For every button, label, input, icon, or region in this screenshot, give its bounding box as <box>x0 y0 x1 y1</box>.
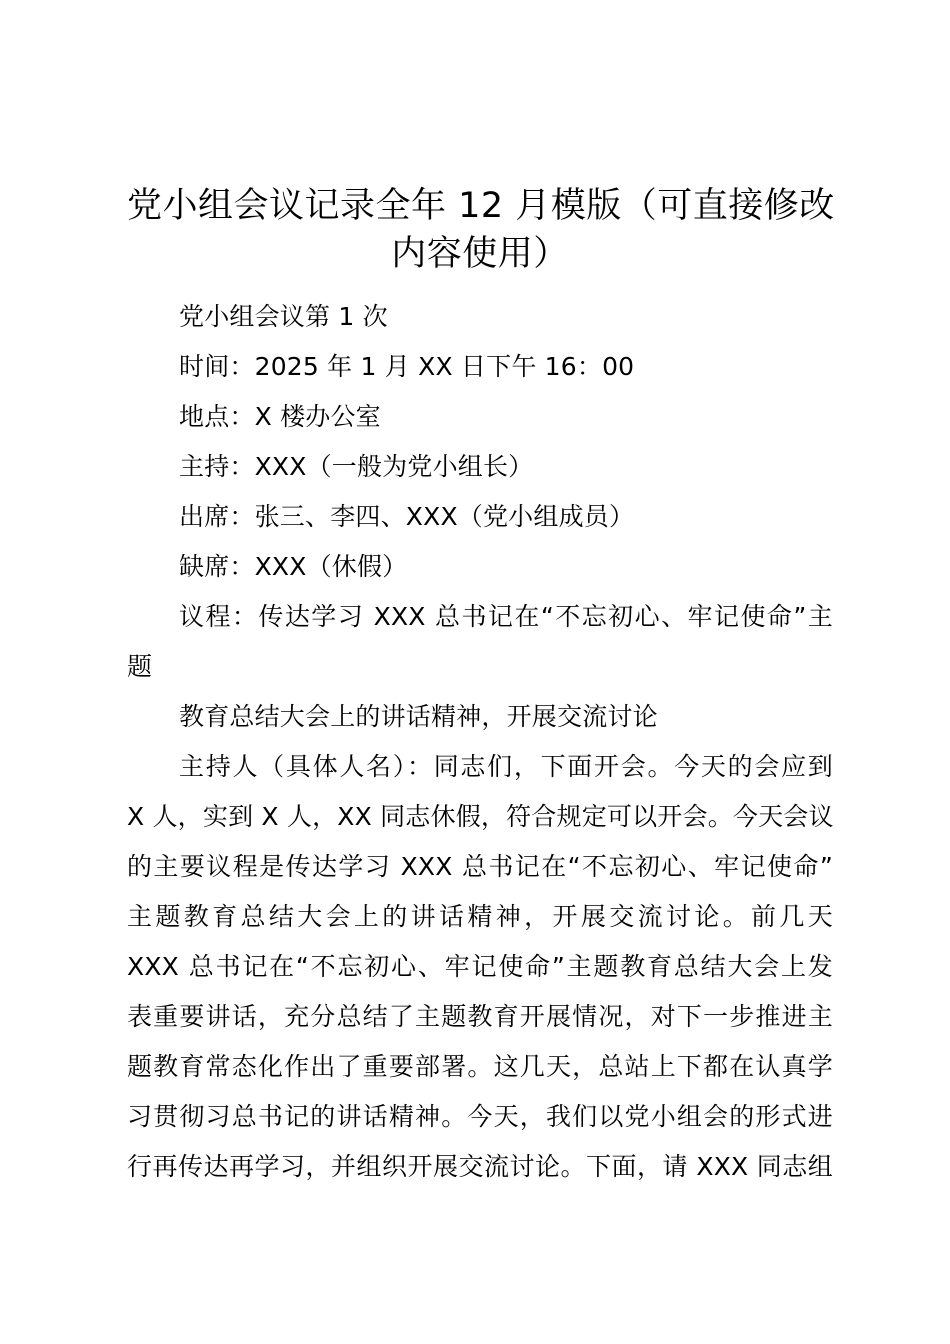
body-line: 题教育常态化作出了重要部署。这几天，总站上下都在认真学 <box>127 1052 833 1081</box>
body-line: 主持人（具体人名）：同志们，下面开会。今天的会应到 <box>179 752 833 781</box>
meeting-absent: 缺席：XXX（休假） <box>179 552 408 581</box>
body-line: 主题教育总结大会上的讲话精神，开展交流讨论。前几天 <box>127 902 833 931</box>
meeting-location: 地点：X 楼办公室 <box>179 402 381 431</box>
title-line-1: 党小组会议记录全年 12 月模版（可直接修改 <box>127 186 835 226</box>
body-line: X 人，实到 X 人，XX 同志休假，符合规定可以开会。今天会议 <box>127 802 834 831</box>
agenda-line-2: 题 <box>127 652 153 681</box>
body-paragraph <box>127 742 833 1192</box>
meeting-attendees: 出席：张三、李四、XXX（党小组成员） <box>179 502 635 531</box>
agenda-line-1: 议程：传达学习 XXX 总书记在“不忘初心、牢记使命”主 <box>179 602 833 631</box>
body-line: 表重要讲话，充分总结了主题教育开展情况，对下一步推进主 <box>127 1002 833 1031</box>
meeting-header: 党小组会议第 1 次 <box>179 302 388 331</box>
body-line: 的主要议程是传达学习 XXX 总书记在“不忘初心、牢记使命” <box>127 852 833 881</box>
body-line: 行再传达再学习，并组织开展交流讨论。下面，请 XXX 同志组 <box>127 1152 833 1181</box>
document-title <box>127 182 833 278</box>
title-line-2: 内容使用） <box>391 234 569 274</box>
body-line: 习贯彻习总书记的讲话精神。今天，我们以党小组会的形式进 <box>127 1102 833 1131</box>
agenda-continued: 教育总结大会上的讲话精神，开展交流讨论 <box>179 702 658 731</box>
meeting-time: 时间：2025 年 1 月 XX 日下午 16：00 <box>179 352 635 381</box>
meeting-host: 主持：XXX（一般为党小组长） <box>179 452 534 481</box>
body-line: XXX 总书记在“不忘初心、牢记使命”主题教育总结大会上发 <box>127 952 833 981</box>
document-page <box>127 182 833 1192</box>
